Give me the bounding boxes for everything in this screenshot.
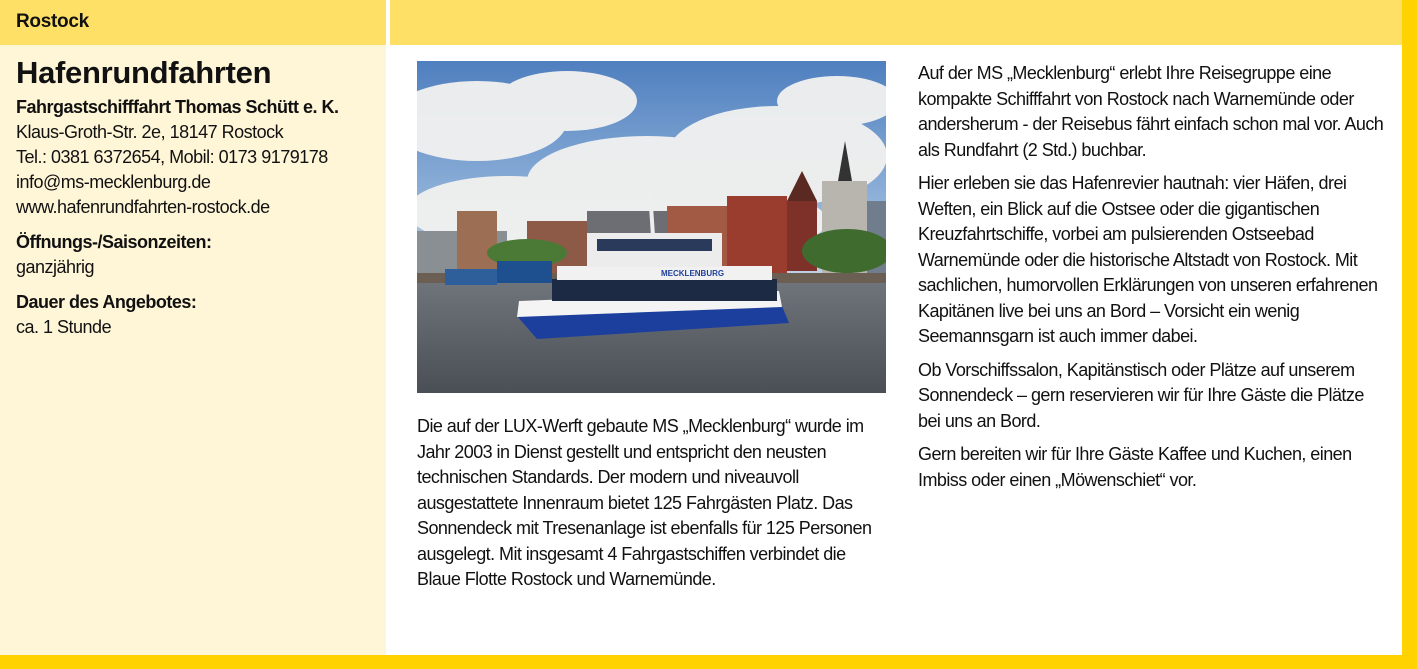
website-link[interactable]: www.hafenrundfahrten-rostock.de	[16, 197, 270, 217]
main-right-column	[918, 61, 1388, 501]
address: Klaus-Groth-Str. 2e, 18147 Rostock	[16, 122, 284, 142]
paragraph-4: Gern bereiten wir für Ihre Gäste Kaffee und Kuchen, einen Imbiss oder einen „Möwenschiet“ vor.	[918, 444, 1352, 490]
header-left	[0, 0, 386, 45]
column-divider	[386, 0, 390, 655]
paragraph-2: Hier erleben sie das Hafenrevier hautnah: vier Häfen, drei Weften, ein Blick auf die Ostsee oder die gigantischen Kreuzfahrtschiffe, vorbei am pulsierenden Ostseebad Warnemünde oder die historische Altstadt von Rostock. Mit sachlichen, humorvollen Erklärungen von unseren erfahrenen Kapitänen live bei uns an Bord – Vorsicht ein wenig Seemannsgarn ist auch immer dabei.	[918, 173, 1378, 346]
intro-paragraph: Die auf der LUX-Werft gebaute MS „Mecklenburg“ wurde im Jahr 2003 in Dienst gestellt und entspricht den neusten technischen Standards. Der modern und niveauvoll ausgestattete Innenraum bietet 125 Fahrgästen Platz. Das Sonnendeck mit Tresenanlage ist ebenfalls für 125 Personen ausgelegt. Mit insgesamt 4 Fahrgastschiffen verbindet die Blaue Flotte Rostock und Warnemünde.	[417, 416, 872, 589]
frame-bottom	[0, 655, 1417, 669]
ship-name: MECKLENBURG	[661, 269, 725, 278]
ship-photo	[417, 61, 886, 393]
main-left-column	[417, 414, 889, 601]
ship-photo-illustration	[417, 61, 886, 393]
hours-value: ganzjährig	[16, 257, 95, 277]
duration-label: Dauer des Angebotes:	[16, 292, 197, 312]
header-right	[390, 0, 1402, 45]
frame-right	[1402, 0, 1417, 669]
page-title: Hafenrundfahrten	[16, 55, 272, 90]
duration-value: ca. 1 Stunde	[16, 317, 112, 337]
hours-label: Öffnungs-/Saisonzeiten:	[16, 232, 212, 252]
city-label: Rostock	[16, 11, 89, 32]
company-name: Fahrgastschifffahrt Thomas Schütt e. K.	[16, 97, 339, 117]
paragraph-1: Auf der MS „Mecklenburg“ erlebt Ihre Reisegruppe eine kompakte Schifffahrt von Rostock nach Warnemünde oder andersherum - der Reisebus fährt einfach schon mal vor. Auch als Rundfahrt (2 Std.) buchbar.	[918, 63, 1384, 160]
paragraph-3: Ob Vorschiffssalon, Kapitänstisch oder Plätze auf unserem Sonnendeck – gern reservieren wir für Ihre Gäste die Plätze bei uns an Bord.	[918, 359, 1364, 431]
phone: Tel.: 0381 6372654, Mobil: 0173 9179178	[16, 147, 328, 167]
contact-info	[16, 56, 378, 340]
email-link[interactable]: info@ms-mecklenburg.de	[16, 172, 211, 192]
